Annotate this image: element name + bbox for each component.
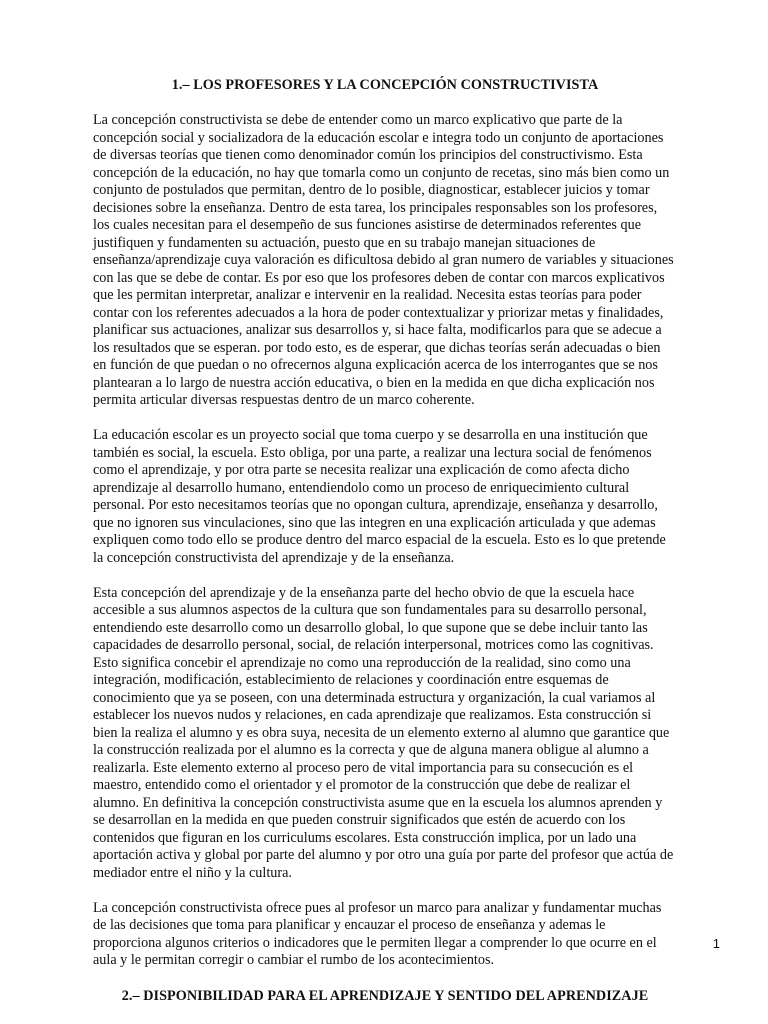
section-heading-1: 1.– LOS PROFESORES Y LA CONCEPCIÓN CONSTRUCTIVISTA xyxy=(171,77,599,93)
page-body xyxy=(93,76,677,1005)
page-number: 1 xyxy=(712,936,720,951)
paragraph-4: La concepción constructivista ofrece pues al profesor un marco para analizar y fundamentar muchas de las decisiones que toma para planificar y encauzar el proceso de enseñanza y ademas le proporciona algunos criterios o indicadores que le permiten llegar a comprender lo que ocurre en el aula y le permitan corregir o cambiar el rumbo de los acontecimientos. xyxy=(93,899,662,968)
paragraph-3: Esta concepción del aprendizaje y de la enseñanza parte del hecho obvio de que la escuela hace accesible a sus alumnos aspectos de la cultura que son fundamentales para su desarrollo personal, entendiendo este desarrollo como un desarrollo global, lo que supone que se debe incluir tanto las capacidades de desarrollo personal, social, de relación interpersonal, motrices como las cognitivas. Esto significa concebir el aprendizaje no como una reproducción de la realidad, sino como una integración, modificación, establecimiento de relaciones y coordinación entre esquemas de conocimiento que ya se poseen, con una determinada estructura y organización, la cual variamos al establecer los nuevos nudos y relaciones, en cada aprendizaje que realizamos. Esta construcción si bien la realiza el alumno y es obra suya, necesita de un elemento externo al alumno que garantice que la construcción realizada por el alumno es la correcta y que de alguna manera obligue al alumno a realizarla. Este elemento externo al proceso pero de vital importancia para su consecución es el maestro, entendido como el orientador y el promotor de la construcción que debe de realizar el alumno. En definitiva la concepción constructivista asume que en la escuela los alumnos aprenden y se desarrollan en la medida en que pueden construir significados que estén de acuerdo con los contenidos que figuran en los curriculums escolares. Esta construcción implica, por un lado una aportación activa y global por parte del alumno y por otro una guía por parte del profesor que actúa de mediador entre el niño y la cultura. xyxy=(93,584,674,881)
paragraph-1: La concepción constructivista se debe de entender como un marco explicativo que parte de la concepción social y socializadora de la educación escolar e integra todo un conjunto de aportaciones de diversas teorías que tienen como denominador común los principios del constructivismo. Esta concepción de la educación, no hay que tomarla como un conjunto de recetas, sino más bien como un conjunto de postulados que permitan, dentro de lo posible, diagnosticar, establecer juicios y tomar decisiones sobre la enseñanza. Dentro de esta tarea, los principales responsables son los profesores, los cuales necesitan para el desempeño de sus funciones asistirse de determinados referentes que justifiquen y fundamenten su actuación, puesto que en su trabajo manejan situaciones de enseñanza/aprendizaje cuya valoración es dificultosa debido al gran numero de variables y situaciones con las que se debe de contar. Es por eso que los profesores deben de contar con marcos explicativos que les permitan interpretar, analizar e intervenir en la realidad. Necesita estas teorías para poder contar con los referentes adecuados a la hora de poder contextualizar y priorizar metas y finalidades, planificar sus actuaciones, analizar sus desarrollos y, si hace falta, modificarlos para que se adecue a los resultados que se esperan. por todo esto, es de esperar, que dichas teorías serán adecuadas o bien en función de que puedan o no ofrecernos alguna explicación acerca de los interrogantes que se nos plantearan a lo largo de nuestra acción educativa, o bien en la medida en que dicha explicación nos permita articular diversas respuestas dentro de un marco coherente. xyxy=(93,112,674,408)
paragraph-2: La educación escolar es un proyecto social que toma cuerpo y se desarrolla en una institución que también es social, la escuela. Esto obliga, por una parte, a realizar una lectura social de fenómenos como el aprendizaje, y por otra parte se necesita realizar una explicación de como afecta dicho aprendizaje al desarrollo humano, entendiendolo como un proceso de enriquecimiento cultural personal. Por esto necesitamos teorías que no opongan cultura, aprendizaje, enseñanza y desarrollo, que no ignoren sus vinculaciones, sino que las integren en una explicación articulada y que ademas expliquen como todo ello se produce dentro del marco espacial de la escuela. Esto es lo que pretende la concepción constructivista del aprendizaje y de la enseñanza. xyxy=(93,427,666,566)
section-heading-2: 2.– DISPONIBILIDAD PARA EL APRENDIZAJE Y SENTIDO DEL APRENDIZAJE xyxy=(121,987,649,1004)
